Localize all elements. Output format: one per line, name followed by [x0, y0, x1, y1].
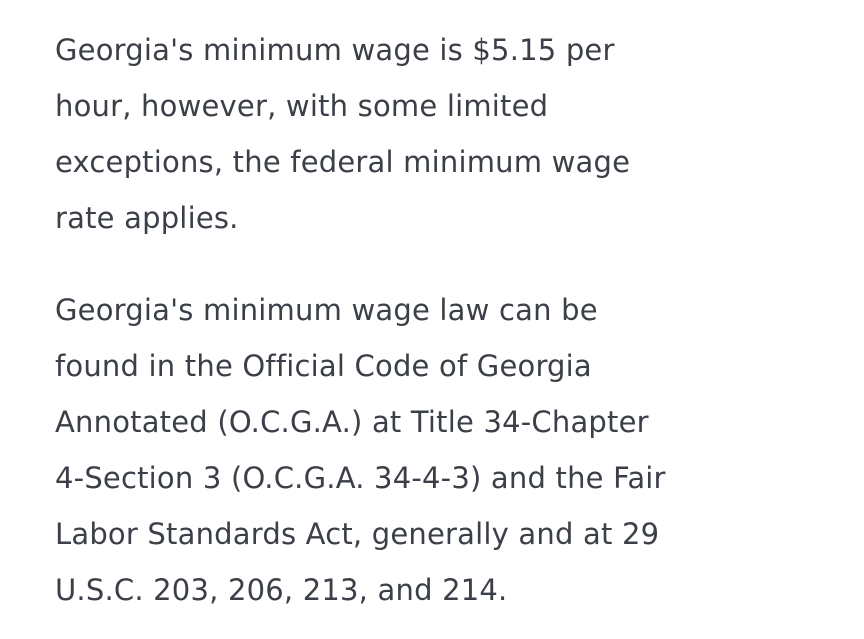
- text-line: U.S.C. 203, 206, 213, and 214.: [55, 573, 508, 607]
- paragraph-minimum-wage-rate: [55, 22, 815, 246]
- text-line: exceptions, the federal minimum wage: [55, 145, 631, 179]
- text-line: 4-Section 3 (O.C.G.A. 34-4-3) and the Fair: [55, 461, 666, 495]
- text-line: Labor Standards Act, generally and at 29: [55, 517, 660, 551]
- text-line: rate applies.: [55, 201, 239, 235]
- paragraph-law-reference: [55, 282, 815, 618]
- text-line: Georgia's minimum wage is $5.15 per: [55, 33, 615, 67]
- text-line: found in the Official Code of Georgia: [55, 349, 592, 383]
- text-line: Georgia's minimum wage law can be: [55, 293, 598, 327]
- text-line: Annotated (O.C.G.A.) at Title 34-Chapter: [55, 405, 649, 439]
- article-body: [55, 22, 815, 618]
- text-line: hour, however, with some limited: [55, 89, 549, 123]
